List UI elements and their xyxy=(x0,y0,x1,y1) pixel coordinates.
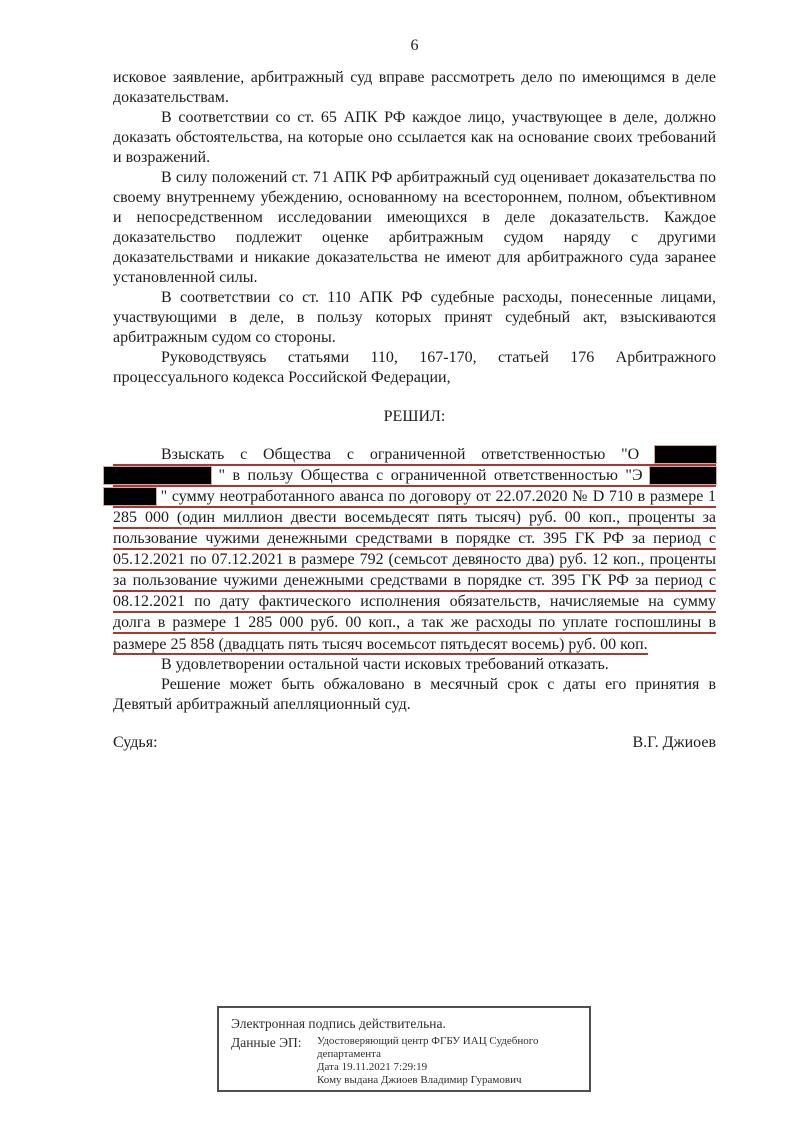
redaction-box xyxy=(104,488,156,505)
judge-label: Судья: xyxy=(113,734,158,751)
operative-line xyxy=(113,571,716,592)
stamp-issued-to: Кому выдана Джиоев Владимир Гурамович xyxy=(317,1074,522,1086)
operative-line xyxy=(113,445,716,466)
stamp-certifier: Удостоверяющий центр ФГБУ ИАЦ Судебного департамента xyxy=(317,1035,539,1060)
operative-text: 285 000 (один миллион двести восемьдесят пять тысяч) руб. 00 коп., проценты за xyxy=(113,509,716,526)
operative-paragraph xyxy=(113,445,716,655)
operative-line xyxy=(113,592,716,613)
redaction-box xyxy=(104,467,211,484)
resolution-heading: РЕШИЛ: xyxy=(383,408,446,425)
operative-line xyxy=(113,613,716,634)
paragraph: исковое заявление, арбитражный суд вправе рассмотреть дело по имеющимся в деле доказательствам. xyxy=(113,69,716,106)
operative-line xyxy=(113,634,716,655)
stamp-title: Электронная подпись действительна. xyxy=(231,1016,446,1031)
operative-text: размере 25 858 (двадцать пять тысяч восемьсот пятьдесят восемь) руб. 00 коп. xyxy=(113,636,648,653)
operative-text: пользование чужими денежными средствами в порядке ст. 395 ГК РФ за период с xyxy=(113,530,716,547)
page-number: 6 xyxy=(410,37,419,54)
stamp-date: Дата 19.11.2021 7:29:19 xyxy=(317,1061,428,1073)
operative-line xyxy=(113,529,716,550)
operative-line xyxy=(113,508,716,529)
paragraph: Решение может быть обжаловано в месячный срок с даты его принятия в Девятый арбитражный апелляционный суд. xyxy=(113,676,716,713)
paragraph: В соответствии со ст. 110 АПК РФ судебные расходы, понесенные лицами, участвующими в деле, в пользу которых принят судебный акт, взыскиваются арбитражным судом со стороны. xyxy=(113,289,716,346)
operative-text: 08.12.2021 по дату фактического исполнения обязательств, начисляемые на сумму xyxy=(113,593,716,610)
stamp-data-row xyxy=(231,1035,577,1087)
stamp-values xyxy=(317,1035,577,1087)
operative-text: за пользование чужими денежными средствами в порядке ст. 395 ГК РФ за период с xyxy=(113,572,716,589)
signature-stamp xyxy=(217,1006,591,1092)
operative-line xyxy=(113,550,716,571)
operative-text: " сумму неотработанного аванса по договору от 22.07.2020 № D 710 в размере 1 xyxy=(160,488,717,505)
operative-line xyxy=(113,466,716,487)
operative-text: 05.12.2021 по 07.12.2021 в размере 792 (семьсот девяносто два) руб. 12 коп., проценты xyxy=(113,551,716,568)
paragraph: В силу положений ст. 71 АПК РФ арбитражный суд оценивает доказательства по своему внутреннему убеждению, основанному на всестороннем, полном, объективном и непосредственном исследовании имеющихся в деле доказательств. Каждое доказательство подлежит оценке арбитражным судом наряду с другими доказательствами и никакие доказательства не имеют для арбитражного суда заранее установленной силы. xyxy=(113,169,716,286)
operative-text: Взыскать с Общества с ограниченной ответственностью "О xyxy=(161,446,640,463)
paragraph: В удовлетворении остальной части исковых требований отказать. xyxy=(161,656,609,673)
paragraph: Руководствуясь статьями 110, 167-170, статьей 176 Арбитражного процессуального кодекса Российской Федерации, xyxy=(113,349,716,386)
signature-row xyxy=(113,733,716,753)
stamp-label: Данные ЭП: xyxy=(231,1035,302,1050)
document-content xyxy=(113,36,716,753)
redaction-box xyxy=(655,446,716,463)
judge-name: В.Г. Джиоев xyxy=(632,734,716,751)
operative-line xyxy=(113,487,716,508)
operative-text: " в пользу Общества с ограниченной ответственностью "Э xyxy=(218,467,643,484)
redaction-box xyxy=(650,467,716,484)
operative-text: долга в размере 1 285 000 руб. 00 коп., а так же расходы по уплате госпошлины в xyxy=(113,614,716,631)
paragraph: В соответствии со ст. 65 АПК РФ каждое лицо, участвующее в деле, должно доказать обстоятельства, на которые оно ссылается как на основание своих требований и возражений. xyxy=(113,109,716,166)
